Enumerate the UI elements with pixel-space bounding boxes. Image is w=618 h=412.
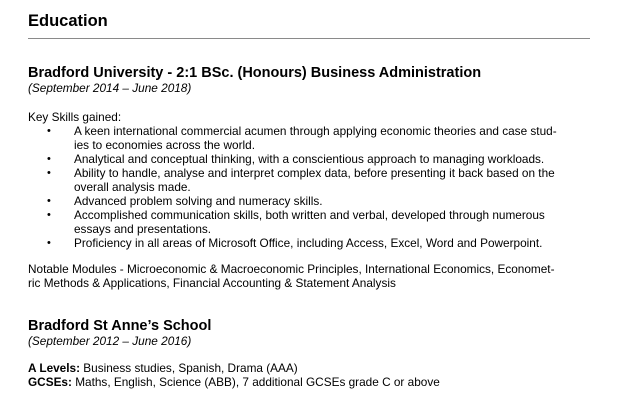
bullet-icon: • bbox=[47, 125, 51, 137]
university-dates: (September 2014 – June 2018) bbox=[28, 81, 192, 95]
skills-list bbox=[28, 124, 590, 250]
skill-line: essays and presentations. bbox=[74, 222, 212, 236]
gcses-label: GCSEs: bbox=[28, 375, 72, 389]
skill-item bbox=[28, 236, 584, 250]
skill-item bbox=[28, 194, 584, 208]
bullet-icon: • bbox=[47, 153, 51, 165]
section-divider bbox=[28, 38, 590, 39]
modules-line: ric Methods & Applications, Financial Accounting & Statement Analysis bbox=[28, 276, 396, 290]
skill-line: Accomplished communication skills, both written and verbal, developed through numerous bbox=[74, 208, 545, 222]
bullet-icon: • bbox=[47, 195, 51, 207]
skill-line: Ability to handle, analyse and interpret complex data, before presenting it back based on the bbox=[74, 166, 555, 180]
skill-line: ies to economies across the world. bbox=[74, 138, 255, 152]
bullet-icon: • bbox=[47, 167, 51, 179]
gcses-row bbox=[28, 375, 440, 389]
skills-heading: Key Skills gained: bbox=[28, 110, 122, 124]
skill-line: Advanced problem solving and numeracy skills. bbox=[74, 194, 323, 208]
section-title: Education bbox=[28, 12, 108, 30]
university-title: Bradford University - 2:1 BSc. (Honours) Business Administration bbox=[28, 65, 482, 81]
skill-line: A keen international commercial acumen through applying economic theories and case stud- bbox=[74, 124, 557, 138]
skill-item bbox=[28, 152, 584, 166]
skill-line: overall analysis made. bbox=[74, 180, 191, 194]
skill-line: Proficiency in all areas of Microsoft Office, including Access, Excel, Word and Powerpoint. bbox=[74, 236, 543, 250]
gcses-value: Maths, English, Science (ABB), 7 additional GCSEs grade C or above bbox=[71, 375, 440, 389]
a-levels-label: A Levels: bbox=[28, 361, 81, 375]
a-levels-value: Business studies, Spanish, Drama (AAA) bbox=[80, 361, 298, 375]
modules-line: Notable Modules - Microeconomic & Macroeconomic Principles, International Economics, Economet- bbox=[28, 262, 555, 276]
school-title: Bradford St Anne’s School bbox=[28, 318, 212, 334]
skill-item bbox=[28, 208, 584, 236]
bullet-icon: • bbox=[47, 209, 51, 221]
a-levels-row bbox=[28, 361, 298, 375]
notable-modules bbox=[28, 262, 555, 290]
skill-item bbox=[28, 124, 584, 152]
skill-line: Analytical and conceptual thinking, with a conscientious approach to managing workloads. bbox=[74, 152, 545, 166]
skill-item bbox=[28, 166, 584, 194]
school-dates: (September 2012 – June 2016) bbox=[28, 334, 192, 348]
bullet-icon: • bbox=[47, 237, 51, 249]
